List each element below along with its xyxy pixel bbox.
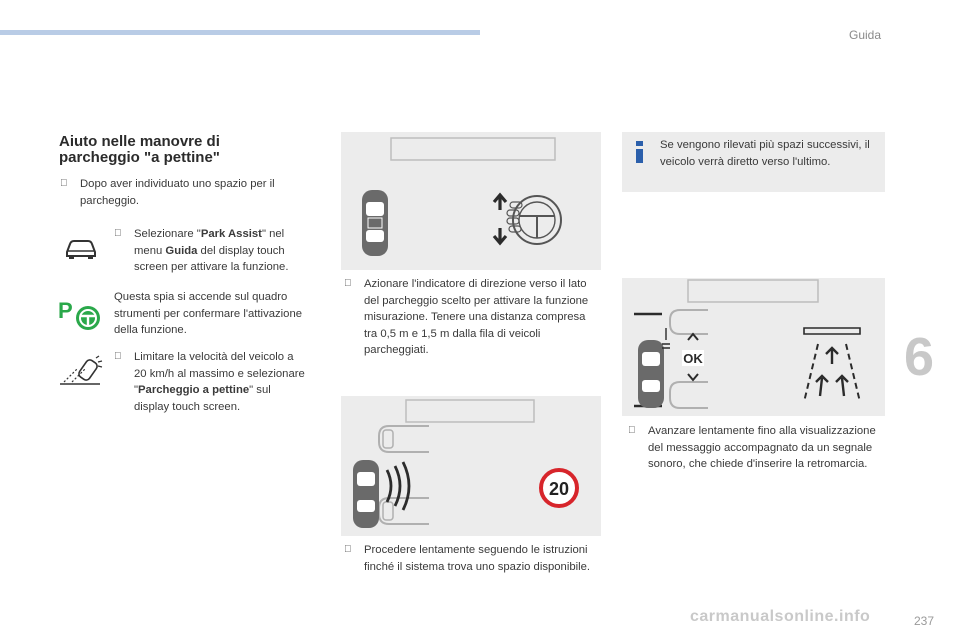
step-3-text-b: " sul display touch screen.	[134, 384, 271, 413]
parking-speed-icon	[58, 354, 104, 388]
bullet	[114, 226, 122, 243]
parked-car	[670, 310, 708, 334]
bullet	[344, 542, 352, 559]
step-1-text: Dopo aver individuato uno spazio per il parcheggio.	[80, 178, 275, 207]
bullet	[114, 349, 122, 366]
step-4-text: Azionare l'indicatore di direzione verso il lato del parcheggio scelto per attivare la funzione misurazione. Tenere una distanza compresa tra 0,5 m e 1,5 m dalla fila di veicoli parcheggiati.	[364, 278, 589, 356]
parked-car	[670, 382, 708, 408]
watermark: carmanualsonline.info	[690, 608, 871, 625]
step-2-text-a: Selezionare "	[134, 228, 201, 240]
illustration-space-found	[622, 278, 885, 416]
step-6-text: Avanzare lentamente fino alla visualizzazione del messaggio accompagnato da un segnale sonoro, che chiede d'inserire la retromarcia.	[648, 425, 876, 470]
speed-sign-label: 20	[548, 479, 570, 499]
parking-guidance-icon	[804, 328, 860, 402]
parking-steering-icon	[58, 296, 104, 332]
step-3-bold: Parcheggio a pettine	[138, 384, 250, 396]
step-4	[364, 276, 600, 359]
parked-car	[379, 426, 429, 452]
info-icon	[632, 141, 648, 163]
info-text: Se vengono rilevati più spazi successivi, il veicolo verrà diretto verso l'ultimo.	[660, 139, 870, 168]
steering-wheel-icon	[507, 196, 561, 244]
turn-arrows-icon	[494, 195, 506, 243]
spia-text: Questa spia si accende sul quadro strumenti per confermare l'attivazione della funzione.	[114, 291, 303, 336]
ok-label: OK	[683, 351, 703, 366]
step-3-text-a: Limitare la velocità del veicolo a 20 km/h al massimo e selezionare "	[134, 351, 305, 396]
step-2-text-c: del display touch screen per attivare la funzione.	[134, 244, 289, 273]
speed-sign-icon	[541, 470, 577, 506]
sensor-waves-icon	[387, 462, 409, 510]
page-title-line-2: parcheggio "a pettine"	[59, 149, 220, 166]
car-top-view	[353, 460, 379, 528]
illustration-turn-signal	[341, 132, 601, 270]
car-top-view	[638, 340, 664, 408]
car-icon	[64, 238, 98, 260]
step-2	[134, 226, 306, 276]
page-number: 237	[914, 614, 935, 628]
step-5	[364, 542, 600, 575]
step-1	[80, 176, 310, 209]
bullet	[344, 276, 352, 293]
step-2-bold-park-assist: Park Assist	[200, 228, 262, 240]
step-2-bold-guida: Guida	[165, 244, 198, 257]
step-3	[134, 349, 306, 415]
section-label: Guida	[849, 28, 882, 42]
bullet	[60, 176, 68, 193]
step-5-text: Procedere lentamente seguendo le istruzioni finché il sistema trova uno spazio disponibile.	[364, 544, 591, 573]
chapter-number: 6	[904, 327, 935, 387]
header-accent-bar	[0, 30, 480, 35]
illustration-searching	[341, 396, 601, 536]
page-title-line-1: Aiuto nelle manovre di	[59, 133, 220, 150]
page-title	[59, 134, 319, 166]
parked-car	[379, 498, 429, 524]
svg-text:P: P	[58, 298, 73, 323]
step-6	[648, 423, 882, 473]
step-2-text-b: " nel menu	[134, 228, 285, 257]
car-top-view	[362, 190, 388, 256]
bullet	[628, 423, 636, 440]
